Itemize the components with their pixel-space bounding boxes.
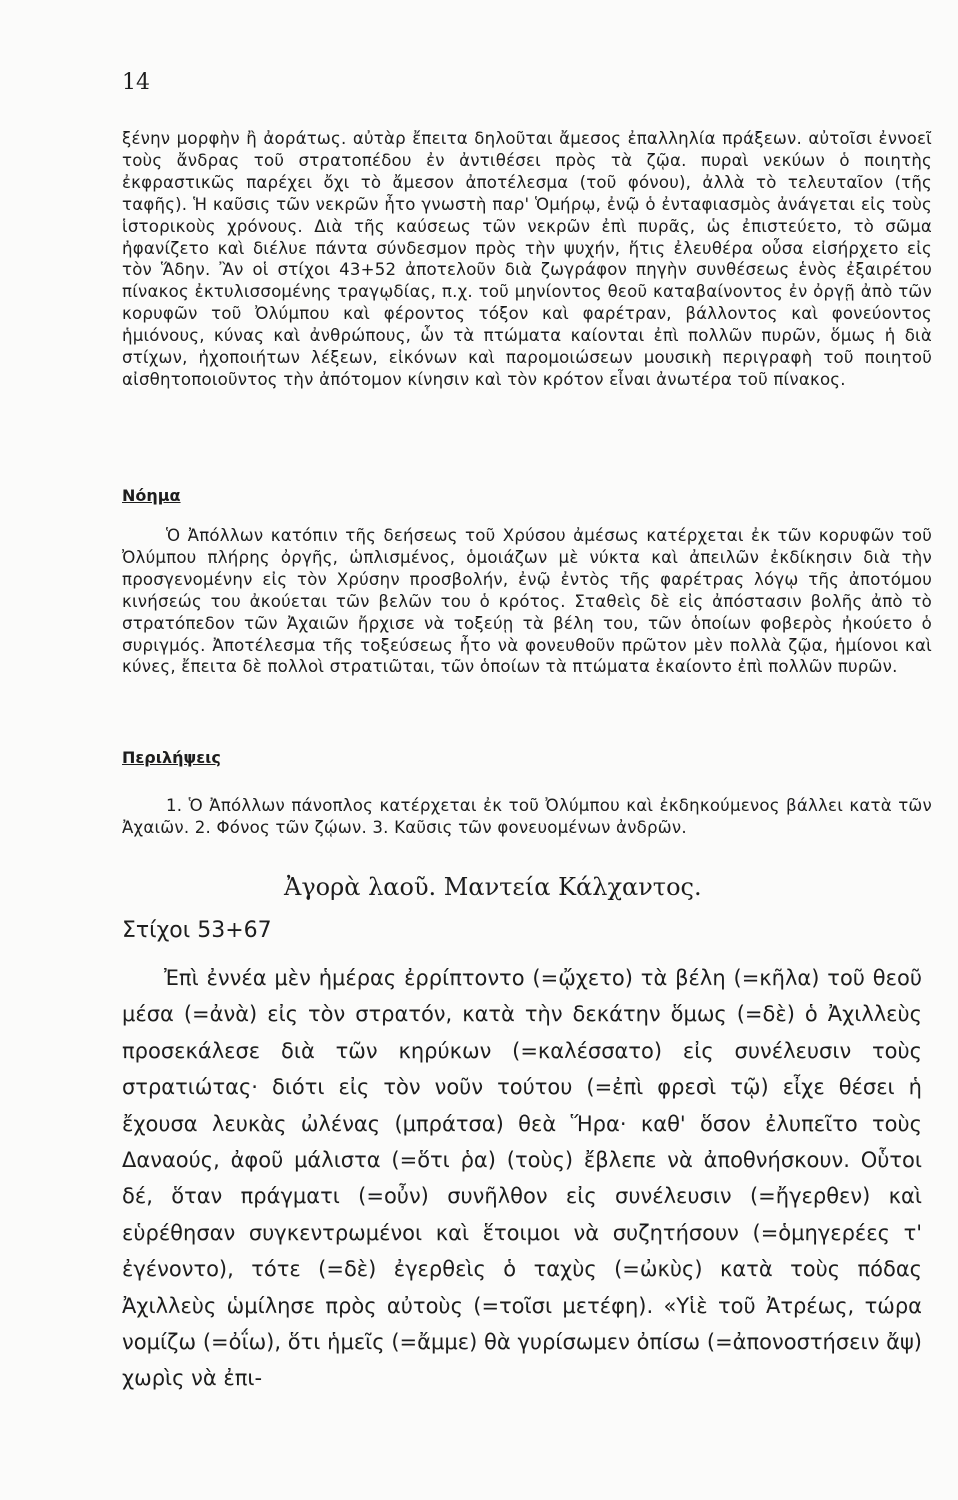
perilipsis-heading: Περιλήψεις <box>122 748 221 767</box>
section-title: Ἀγορὰ λαοῦ. Μαντεία Κάλχαντος. <box>284 873 702 901</box>
commentary-paragraph: ξένην μορφὴν ἢ ἀοράτως. αὐτὰρ ἔπειτα δηλοῦται ἄμεσος ἐπαλληλία πράξεων. αὐτοῖσι ἐννοεῖ τοὺς ἄνδρας τοῦ στρατοπέδου ἐν ἀντιθέσει πρὸς τὰ ζῷα. πυραὶ νεκύων ὁ ποιητὴς ἐκφραστικῶς παρέχει ὄχι τὸ ἄμεσον ἀποτέλεσμα (τοῦ φόνου), ἀλλὰ τὸ τελευταῖον (τῆς ταφῆς). Ἡ καῦσις τῶν νεκρῶν ἦτο γνωστὴ παρ' Ὁμήρῳ, ἐνῷ ὁ ἐνταφιασμὸς ἀνάγεται εἰς τοὺς ἱστορικοὺς χρόνους. Διὰ τῆς καύσεως τῶν νεκρῶν ἐπὶ πυρᾶς, ὡς ἐπιστεύετο, τὸ σῶμα ἠφανίζετο καὶ διέλυε πάντα σύνδεσμον πρὸς τὴν ψυχήν, ἥτις ἐλευθέρα οὖσα εἰσήρχετο εἰς τὸν Ἅδην. Ἂν οἱ στίχοι 43+52 ἀποτελοῦν διὰ ζωγράφον πηγὴν συνθέσεως ἑνὸς ἐξαιρέτου πίνακος ἐκτυλισσομένης τραγῳδίας, π.χ. τοῦ μηνίοντος θεοῦ καταβαίνοντος ἐν ὀργῇ ἀπὸ τῶν κορυφῶν τοῦ Ὀλύμπου καὶ φέροντος τόξον καὶ φαρέτραν, βάλλοντος καὶ φονεύοντος ἡμιόνους, κύνας καὶ ἀνθρώπους, ὧν τὰ πτώματα καίονται ἐπὶ πολλῶν πυρῶν, ὅμως ἡ διὰ στίχων, ἠχοποιήτων λέξεων, εἰκόνων καὶ παρομοιώσεων μουσικὴ περιγραφὴ τοῦ ποιητοῦ αἰσθητοποιοῦντος τὴν ἀπότομον κίνησιν καὶ τὸν κρότον εἶναι ἀνωτέρα τοῦ πίνακος. <box>122 129 932 389</box>
noema-heading: Νόημα <box>122 486 181 505</box>
perilipsis-paragraph: 1. Ὁ Ἀπόλλων πάνοπλος κατέρχεται ἐκ τοῦ Ὀλύμπου καὶ ἐκδηκούμενος βάλλει κατὰ τῶν Ἀχαιῶν. 2. Φόνος τῶν ζῴων. 3. Καῦσις τῶν φονευομένων ἀνδρῶν. <box>122 796 932 837</box>
verses-label: Στίχοι 53+67 <box>122 918 272 943</box>
page-number: 14 <box>122 70 150 95</box>
perilipsis-section <box>122 795 932 839</box>
translation-paragraph: Ἐπὶ ἐννέα μὲν ἡμέρας ἐρρίπτοντο (=ᾤχετο) τὰ βέλη (=κῆλα) τοῦ θεοῦ μέσα (=ἀνὰ) εἰς τὸν στρατόν, κατὰ τὴν δεκάτην ὅμως (=δὲ) ὁ Ἀχιλλεὺς προσεκάλεσε διὰ τῶν κηρύκων (=καλέσσατο) εἰς συνέλευσιν τοὺς στρατιώτας· διότι εἰς τὸν νοῦν τούτου (=ἐπὶ φρεσὶ τῷ) εἶχε θέσει ἡ ἔχουσα λευκὰς ὠλένας (μπράτσα) θεὰ Ἥρα· καθ' ὅσον ἐλυπεῖτο τοὺς Δαναούς, ἀφοῦ μάλιστα (=ὅτι ῥα) (τοὺς) ἔβλεπε νὰ ἀποθνήσκουν. Οὗτοι δέ, ὅταν πράγματι (=οὖν) συνῆλθον εἰς συνέλευσιν (=ἤγερθεν) καὶ εὑρέθησαν συγκεντρωμένοι καὶ ἕτοιμοι νὰ συζητήσουν (=ὁμηγερέες τ' ἐγένοντο), τότε (=δὲ) ἐγερθεὶς ὁ ταχὺς (=ὠκὺς) κατὰ τοὺς πόδας Ἀχιλλεὺς ὡμίλησε πρὸς αὐτοὺς (=τοῖσι μετέφη). «Υἱὲ τοῦ Ἀτρέως, τώρα νομίζω (=ὀΐω), ὅτι ἡμεῖς (=ἄμμε) θὰ γυρίσωμεν ὀπίσω (=ἀπονοστήσειν ἄψ) χωρὶς νὰ ἐπι- <box>122 966 922 1391</box>
translation-section <box>122 960 922 1397</box>
noema-paragraph: Ὁ Ἀπόλλων κατόπιν τῆς δεήσεως τοῦ Χρύσου ἀμέσως κατέρχεται ἐκ τῶν κορυφῶν τοῦ Ὀλύμπου πλήρης ὀργῆς, ὡπλισμένος, ὁμοιάζων μὲ νύκτα καὶ ἀπειλῶν ἐκδίκησιν διὰ τὴν προσγενομένην εἰς τὸν Χρύσην προσβολήν, ἐνῷ ἐντὸς τῆς φαρέτρας λόγῳ τῆς ἀποτόμου κινήσεώς του ἀκούεται τῶν βελῶν του ὁ κρότος. Σταθεὶς δὲ εἰς ἀπόστασιν βολῆς ἀπὸ τὸ στρατόπεδον τῶν Ἀχαιῶν ἤρχισε νὰ τοξεύῃ τὰ βέλη του, τῶν ὁποίων φοβερὸς ἠκούετο ὁ συριγμός. Ἀποτέλεσμα τῆς τοξεύσεως ἦτο νὰ φονευθοῦν πρῶτον μὲν πολλὰ ζῷα, ἡμίονοι καὶ κύνες, ἔπειτα δὲ πολλοὶ στρατιῶται, τῶν ὁποίων τὰ πτώματα ἐκαίοντο ἐπὶ πολλῶν πυρῶν. <box>122 526 932 677</box>
noema-section <box>122 525 932 678</box>
